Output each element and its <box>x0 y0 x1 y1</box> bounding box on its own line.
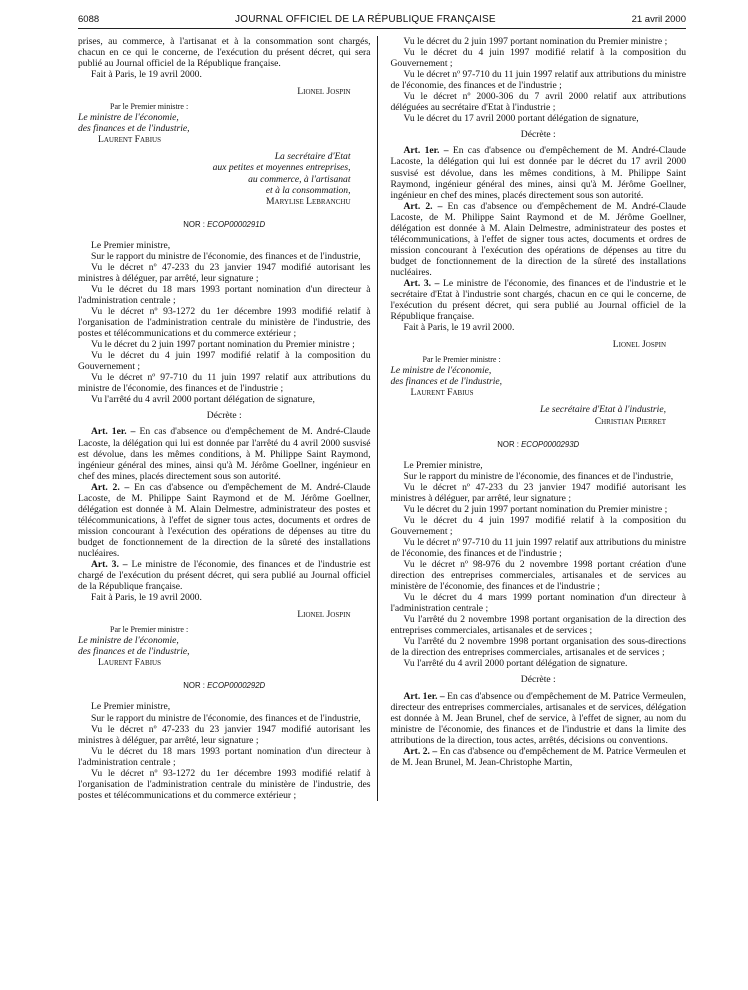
decrete-heading: Décrète : <box>206 410 242 422</box>
visa: Vu le décret nº 93-1272 du 1er décembre 1993 modifié relatif à l'organisation de l'administration centrale du ministère de l'industrie, des postes et télécommunications et du commerce extérieur ; <box>78 305 371 340</box>
minister-title-line: des finances et de l'industrie, <box>78 646 190 658</box>
visa: Vu le décret nº 2000-306 du 7 avril 2000 relatif aux attributions déléguées au secrétaire d'Etat à l'industrie ; <box>390 91 686 114</box>
visa: Vu le décret nº 47-233 du 23 janvier 1947 modifié autorisant les ministres à déléguer, par arrêté, leur signature ; <box>390 481 686 504</box>
visa: Vu le décret nº 97-710 du 11 juin 1997 relatif aux attributions du ministre de l'économie, des finances et de l'industrie ; <box>390 536 686 559</box>
article-1 <box>78 426 371 481</box>
signing-place-date: Fait à Paris, le 19 avril 2000. <box>403 322 515 334</box>
journal-title: JOURNAL OFFICIEL DE LA RÉPUBLIQUE FRANÇAISE <box>235 14 496 25</box>
secretary-block <box>391 404 687 426</box>
visa: Vu le décret nº 93-1272 du 1er décembre 1993 modifié relatif à l'organisation de l'administration centrale du ministère de l'industrie, des postes et télécommunications et du commerce extérieur ; <box>78 767 371 801</box>
article-label: Art. 2. – <box>403 745 438 757</box>
secretary-name: Christian Pierret <box>594 415 666 427</box>
signing-place-date: Fait à Paris, le 19 avril 2000. <box>91 69 202 81</box>
article-1 <box>391 691 687 746</box>
visa: Vu le décret du 18 mars 1993 portant nomination d'un directeur à l'administration centrale ; <box>78 283 371 306</box>
visa: Vu l'arrêté du 2 novembre 1998 portant organisation de la direction des entreprises commerciales, artisanales et de services ; <box>390 614 686 637</box>
visa: Vu le décret du 4 juin 1997 modifié relatif à la composition du Gouvernement ; <box>78 350 371 373</box>
preamble: Le Premier ministre, <box>403 459 483 471</box>
nor-reference <box>391 439 687 450</box>
nor-reference <box>78 219 371 230</box>
secretary-title-line: au commerce, à l'artisanat <box>248 173 351 185</box>
minister-name: Laurent Fabius <box>410 387 474 399</box>
minister-title-line: des finances et de l'industrie, <box>78 123 190 135</box>
article-3 <box>78 559 371 592</box>
article-label: Art. 1er. – <box>403 690 445 702</box>
article-label: Art. 1er. – <box>403 145 449 157</box>
secretary-name: Marylise Lebranchu <box>266 195 351 207</box>
article-label: Art. 1er. – <box>91 426 136 438</box>
nor-reference <box>78 680 371 691</box>
article-text: Le ministre de l'économie, des finances et de l'industrie est chargé de l'exécution du présent décret, qui sera publié au Journal officiel de la République française. <box>78 559 371 593</box>
visa: Vu le décret du 4 mars 1999 portant nomination d'un directeur à l'administration centrale ; <box>390 592 686 615</box>
by-prime-minister: Par le Premier ministre : <box>110 625 189 635</box>
visa: Vu le décret nº 47-233 du 23 janvier 1947 modifié autorisant les ministres à déléguer, par arrêté, leur signature ; <box>78 261 371 284</box>
article-text: En cas d'absence ou d'empêchement de M. André-Claude Lacoste, de M. Philippe Saint Raymond et de M. Jérôme Goellner, délégation est donnée à M. Alain Delmestre, administrateur des postes et télécommunications, à l'effet de signer tous actes, documents et ordres de mission concourant à l'exécution des opérations de dépenses au titre du budget de fonctionnement de la direction de la sûreté des installations nucléaires. <box>78 481 371 559</box>
signing-place-date: Fait à Paris, le 19 avril 2000. <box>91 592 202 604</box>
visa: Vu le décret du 2 juin 1997 portant nomination du Premier ministre ; <box>403 36 668 47</box>
minister-title <box>78 635 371 657</box>
article-text: En cas d'absence ou d'empêchement de M. André-Claude Lacoste, de M. Philippe Saint Raymond et de M. Jérôme Goellner, délégation est donnée à M. Alain Delmestre, administrateur des postes et télécommunications, à l'effet de signer tous actes, documents et ordres de mission concourant à l'exécution des opérations de dépenses au titre du budget de fonctionnement de la direction de la sûreté des installations nucléaires. <box>390 200 686 278</box>
minister-title-line: Le ministre de l'économie, <box>390 365 492 377</box>
minister-title-line: Le ministre de l'économie, <box>78 635 179 647</box>
visa: Vu le décret du 2 juin 1997 portant nomination du Premier ministre ; <box>403 503 668 515</box>
right-column <box>391 36 687 801</box>
minister-name: Laurent Fabius <box>98 134 161 146</box>
by-prime-minister: Par le Premier ministre : <box>422 355 501 365</box>
secretary-title-line: La secrétaire d'Etat <box>274 151 351 163</box>
article-text: En cas d'absence ou d'empêchement de M. Patrice Vermeulen et de M. Jean Brunel, M. Jean-Christophe Martin, <box>390 745 686 768</box>
decrete-heading: Décrète : <box>520 129 556 141</box>
visa: Vu le décret nº 98-976 du 2 novembre 1998 portant création d'une direction des entreprises commerciales, artisanales et de services au ministère de l'économie, des finances et de l'industrie ; <box>390 559 686 593</box>
article-1 <box>391 145 687 200</box>
secretary-block <box>78 151 371 206</box>
article-2 <box>391 201 687 278</box>
prime-minister-signature: Lionel Jospin <box>297 609 351 621</box>
decrete-heading: Décrète : <box>520 674 556 686</box>
visa: Vu l'arrêté du 4 avril 2000 portant délégation de signature, <box>91 394 315 406</box>
visa: Sur le rapport du ministre de l'économie, des finances et de l'industrie, <box>403 470 674 482</box>
nor-code: ECOP0000291D <box>207 219 266 229</box>
nor-code: ECOP0000292D <box>207 681 266 691</box>
article-label: Art. 2. – <box>403 200 443 212</box>
article-label: Art. 2. – <box>91 481 130 493</box>
prime-minister-signature: Lionel Jospin <box>612 339 666 351</box>
visa: Vu le décret du 4 juin 1997 modifié relatif à la composition du Gouvernement ; <box>390 47 686 70</box>
left-column <box>78 36 378 801</box>
page-number: 6088 <box>78 14 100 25</box>
minister-title <box>78 112 371 134</box>
visa: Vu le décret du 17 avril 2000 portant délégation de signature, <box>403 113 639 125</box>
article-2 <box>78 482 371 559</box>
visa: Vu le décret du 18 mars 1993 portant nomination d'un directeur à l'administration centrale ; <box>78 745 371 768</box>
article-text: En cas d'absence ou d'empêchement de M. André-Claude Lacoste, la délégation qui lui est donnée par le décret du 17 avril 2000 susvisé est dévolue, dans les mêmes conditions, à M. Philippe Saint Raymond, ingénieur général des mines, ainsi qu'à M. Jérôme Goellner, ingénieur en chef des mines, placés directement sous son autorité. <box>390 145 686 201</box>
preamble: Le Premier ministre, <box>91 701 171 713</box>
article-label: Art. 3. – <box>403 277 440 289</box>
visa: Vu le décret nº 97-710 du 11 juin 1997 relatif aux attributions du ministre de l'économie, des finances et de l'industrie ; <box>390 69 686 92</box>
minister-name: Laurent Fabius <box>98 657 161 669</box>
nor-label: NOR : <box>183 681 208 691</box>
nor-code: ECOP0000293D <box>521 439 580 449</box>
visa: Vu le décret du 4 juin 1997 modifié relatif à la composition du Gouvernement ; <box>390 514 686 537</box>
preamble: Le Premier ministre, <box>91 239 171 251</box>
minister-title-line: des finances et de l'industrie, <box>390 376 503 388</box>
secretary-title-line: et à la consommation, <box>265 184 351 196</box>
secretary-title-line: aux petites et moyennes entreprises, <box>212 162 351 174</box>
issue-date: 21 avril 2000 <box>631 14 686 25</box>
visa: Vu le décret nº 47-233 du 23 janvier 1947 modifié autorisant les ministres à déléguer, par arrêté, leur signature ; <box>78 723 371 746</box>
nor-label: NOR : <box>183 219 208 229</box>
article-3 <box>391 278 687 322</box>
visa: Vu l'arrêté du 4 avril 2000 portant délégation de signature. <box>403 658 628 670</box>
visa: Vu l'arrêté du 2 novembre 1998 portant organisation des sous-directions de la direction des entreprises commerciales, artisanales et de services ; <box>390 636 686 659</box>
continued-text: prises, au commerce, à l'artisanat et à la consommation sont chargés, chacun en ce qui le concerne, de l'exécution du présent décret, qui sera publié au Journal officiel de la République française. <box>78 36 371 70</box>
minister-title <box>391 365 687 387</box>
by-prime-minister: Par le Premier ministre : <box>110 102 189 112</box>
article-2 <box>391 746 687 768</box>
page-header <box>78 14 686 29</box>
prime-minister-signature: Lionel Jospin <box>297 86 351 98</box>
visa: Vu le décret du 2 juin 1997 portant nomination du Premier ministre ; <box>91 339 355 351</box>
article-text: En cas d'absence ou d'empêchement de M. André-Claude Lacoste, la délégation qui lui est donnée par l'arrêté du 4 avril 2000 susvisé est dévolue, dans les mêmes conditions, à M. Philippe Saint Raymond, ingénieur général des mines, ainsi qu'à M. Jérôme Goellner, ingénieur en chef des mines, placés directement sous son autorité. <box>78 426 371 482</box>
nor-label: NOR : <box>497 439 522 449</box>
visa: Sur le rapport du ministre de l'économie, des finances et de l'industrie, <box>91 250 361 262</box>
visa: Sur le rapport du ministre de l'économie, des finances et de l'industrie, <box>91 712 361 724</box>
article-text: En cas d'absence ou d'empêchement de M. Patrice Vermeulen, directeur des entreprises commerciales, artisanales et de services, délégation est donnée à M. Jean Brunel, chef de service, à l'effet de signer, au nom du ministre de l'économie, des finances et de l'industrie et dans la limite des attributions de la direction, tous actes, arrêtés, décisions ou conventions. <box>390 690 686 746</box>
visa: Vu le décret nº 97-710 du 11 juin 1997 relatif aux attributions du ministre de l'économie, des finances et de l'industrie ; <box>78 372 371 395</box>
minister-title-line: Le ministre de l'économie, <box>78 112 179 124</box>
article-label: Art. 3. – <box>91 559 128 571</box>
secretary-title-line: Le secrétaire d'Etat à l'industrie, <box>539 404 666 416</box>
article-text: Le ministre de l'économie, des finances et de l'industrie et le secrétaire d'Etat à l'industrie sont chargés, chacun en ce qui le concerne, de l'exécution du présent décret, qui sera publié au Journal officiel de la République française. <box>390 277 686 323</box>
